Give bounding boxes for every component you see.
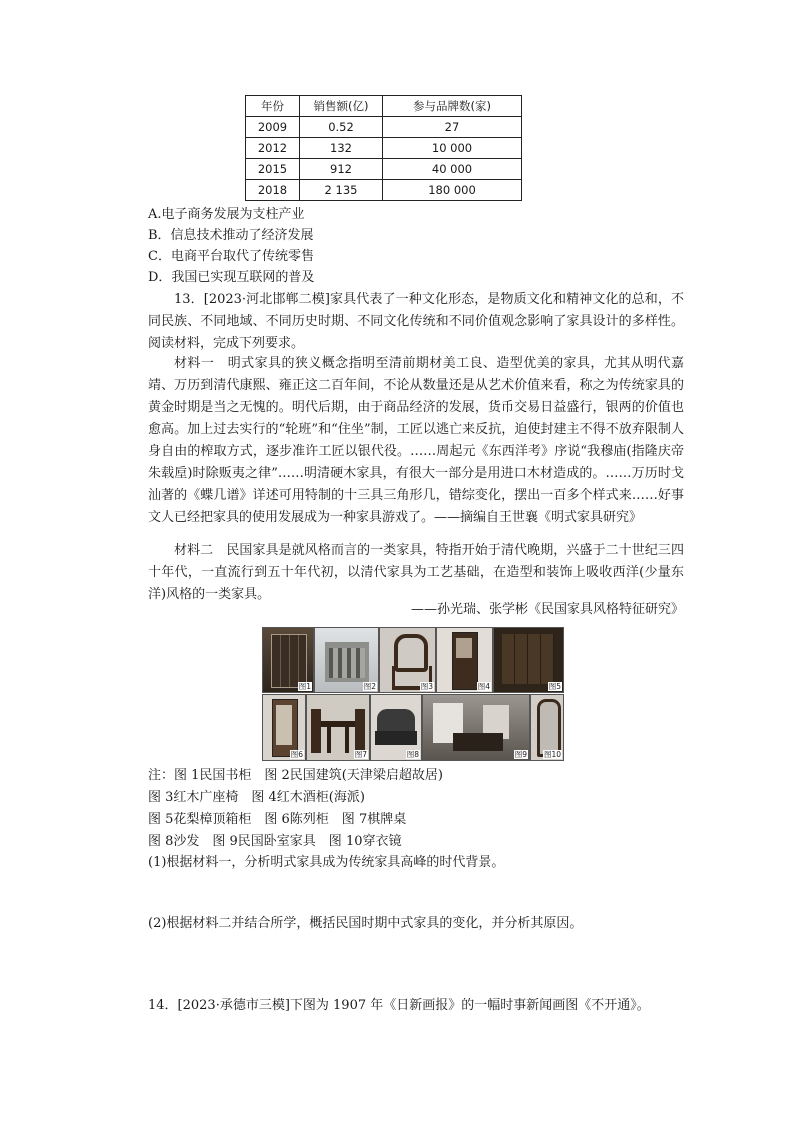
table-cell: 2 135 (300, 180, 383, 201)
table-header-row (246, 96, 522, 117)
photo-caption: 图2 (363, 682, 376, 691)
photo-caption: 图1 (298, 682, 311, 691)
material-2-source: ——孙光瑞、张学彬《民国家具风格特征研究》 (410, 602, 684, 617)
photo-caption: 图10 (543, 750, 561, 759)
photo-caption: 图3 (420, 682, 433, 691)
table-row (246, 159, 522, 180)
table-cell: 0.52 (300, 117, 383, 138)
table-header: 年份 (246, 96, 300, 117)
table-cell: 2015 (246, 159, 300, 180)
material-2: 材料二 民国家具是就风格而言的一类家具，特指开始于清代晚期，兴盛于二十世纪三四十年代，一直流行到五十年代初，以清代家具为工艺基础，在造型和装饰上吸收西洋(少量东洋)风格的一类家具。 (148, 543, 684, 602)
table-row (246, 180, 522, 201)
table-cell: 132 (300, 138, 383, 159)
table-header: 销售额(亿) (300, 96, 383, 117)
photo-note-4: 图 8沙发 图 9民国卧室家具 图 10穿衣镜 (148, 834, 402, 849)
photo-card-table (306, 694, 370, 761)
option-d: D．我国已实现互联网的普及 (148, 270, 315, 285)
photo-sofa (370, 694, 422, 761)
photo-note-1: 注：图 1民国书柜 图 2民国建筑(天津梁启超故居) (148, 768, 443, 783)
table-cell: 10 000 (383, 138, 522, 159)
furniture-photo-grid (262, 627, 562, 760)
table-cell: 2009 (246, 117, 300, 138)
sub-question-2: (2)根据材料二并结合所学，概括民国时期中式家具的变化，并分析其原因。 (148, 916, 583, 931)
table-cell: 2012 (246, 138, 300, 159)
photo-caption: 图9 (514, 750, 527, 759)
photo-bookcase (262, 627, 314, 693)
option-b: B．信息技术推动了经济发展 (148, 228, 314, 243)
photo-caption: 图6 (290, 750, 303, 759)
table-header: 参与品牌数(家) (383, 96, 522, 117)
sales-table (245, 95, 522, 201)
photo-caption: 图8 (406, 750, 419, 759)
table-cell: 27 (383, 117, 522, 138)
option-a: A.电子商务发展为支柱产业 (148, 207, 305, 222)
table-row (246, 117, 522, 138)
photo-caption: 图7 (354, 750, 367, 759)
photo-note-3: 图 5花梨樟顶箱柜 图 6陈列柜 图 7棋牌桌 (148, 812, 407, 827)
table-cell: 180 000 (383, 180, 522, 201)
photo-caption: 图5 (548, 682, 561, 691)
photo-armchair (379, 627, 436, 693)
photo-display-cabinet (262, 694, 306, 761)
sub-question-1: (1)根据材料一，分析明式家具成为传统家具高峰的时代背景。 (148, 855, 505, 870)
photo-note-2: 图 3红木广座椅 图 4红木酒柜(海派) (148, 790, 365, 805)
option-c: C．电商平台取代了传统零售 (148, 249, 314, 264)
table-cell: 2018 (246, 180, 300, 201)
photo-bedroom (422, 694, 530, 761)
material-1: 材料一 明式家具的狭义概念指明至清前期材美工良、造型优美的家具，尤其从明代嘉靖、万历到清代康熙、雍正这二百年间，不论从数量还是从艺术价值来看，称之为传统家具的黄金时期是当之无愧的。明代后期，由于商品经济的发展，货币交易日益盛行，银两的价值也愈高。加上过去实行的“轮班”和“住坐”制，工匠以逃亡来反抗，迫使封建主不得不放弃限制人身自由的榨取方式，逐步准许工匠以银代役。……周起元《东西洋考》序说“我穆庙(指隆庆帝朱载垕)时除贩夷之律”……明清硬木家具，有很大一部分是用进口木材造成的。……万历时戈汕著的《蝶几谱》详述可用特制的十三具三角形几，错综变化，摆出一百多个样式来……好事文人已经把家具的使用发展成为一种家具游戏了。——摘编自王世襄《明式家具研究》 (148, 356, 684, 525)
question-13-intro: 13．[2023·河北邯郸二模]家具代表了一种文化形态，是物质文化和精神文化的总和，不同民族、不同地域、不同历史时期、不同文化传统和不同价值观念影响了家具设计的多样性。阅读材料，完成下列要求。 (148, 292, 684, 351)
table-row (246, 138, 522, 159)
photo-building (314, 627, 379, 693)
table-cell: 40 000 (383, 159, 522, 180)
table-cell: 912 (300, 159, 383, 180)
photo-top-cabinet (493, 627, 564, 693)
photo-wine-cabinet (436, 627, 493, 693)
question-14-intro: 14．[2023·承德市三模]下图为 1907 年《日新画报》的一幅时事新闻画图《不开通》。 (148, 998, 650, 1013)
photo-dressing-mirror (530, 694, 564, 761)
photo-caption: 图4 (477, 682, 490, 691)
